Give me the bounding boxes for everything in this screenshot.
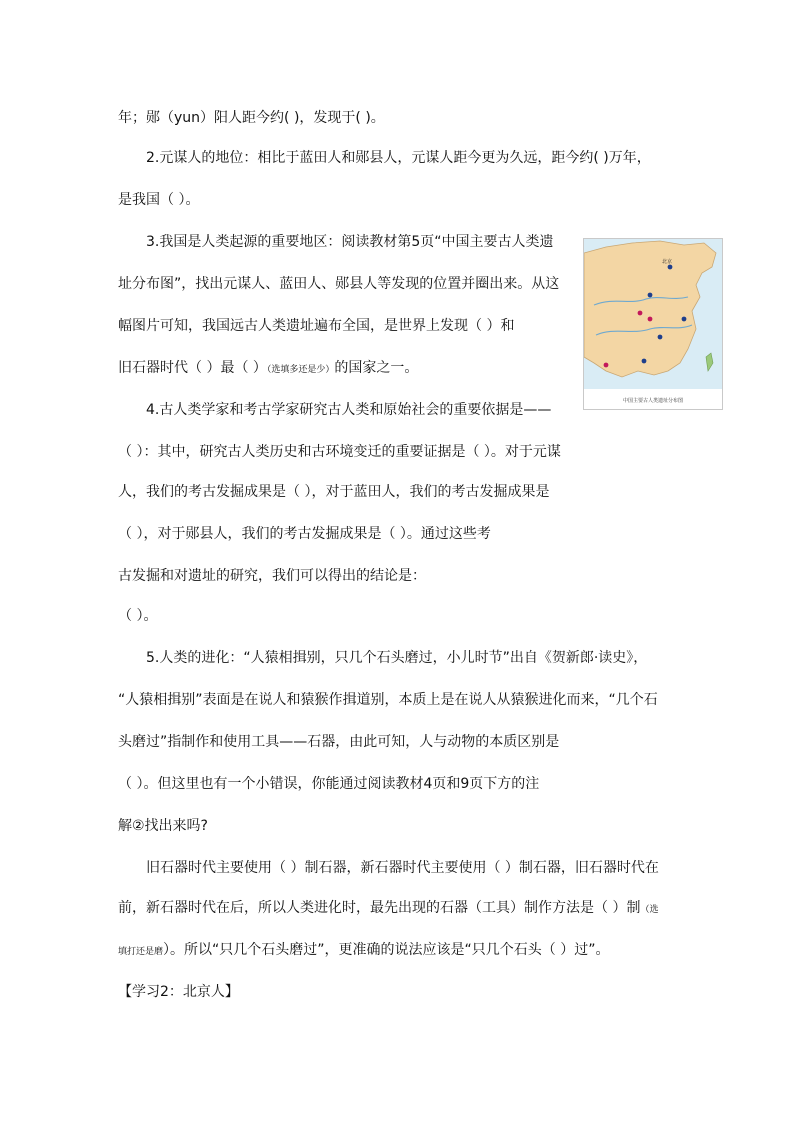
text-segment: 前，新石器时代在后，所以人类进化时，最先出现的石器（工具）制作方法是（ ）制 — [118, 900, 641, 916]
site-marker — [604, 363, 609, 368]
text-line: （ ）。 — [118, 608, 158, 624]
text-line — [118, 940, 609, 962]
text-line — [118, 898, 658, 920]
text-line: 2.元谋人的地位：相比于蓝田人和郧县人，元谋人距今更为久远，距今约( )万年， — [146, 150, 651, 166]
text-line: （ ），对于郧县人，我们的考古发掘成果是（ ）。通过这些考 — [118, 526, 491, 542]
text-line: 人，我们的考古发掘成果是（ ），对于蓝田人，我们的考古发掘成果是 — [118, 484, 550, 500]
text-segment: 的国家之一。 — [334, 360, 419, 376]
map-caption: 中国主要古人类遗址分布图 — [622, 398, 684, 404]
text-line: 4.古人类学家和考古学家研究古人类和原始社会的重要依据是—— — [146, 402, 552, 418]
text-line: 5.人类的进化：“人猿相揖别，只几个石头磨过，小儿时节”出自《贺新郎·读史》， — [146, 650, 648, 666]
text-line: 头磨过”指制作和使用工具——石器，由此可知，人与动物的本质区别是 — [118, 734, 560, 750]
text-line: 3.我国是人类起源的重要地区：阅读教材第5页“中国主要古人类遗 — [146, 234, 554, 250]
site-marker — [648, 293, 653, 298]
text-line — [118, 358, 418, 380]
text-line: 址分布图”，找出元谋人、蓝田人、郧县人等发现的位置并圈出来。从这 — [118, 276, 560, 292]
text-segment: 旧石器时代（ ）最（ ） — [118, 360, 267, 376]
text-line: （ ）。但这里也有一个小错误，你能通过阅读教材4页和9页下方的注 — [118, 776, 540, 792]
text-line: （ ）：其中，研究古人类历史和古环境变迁的重要证据是（ ）。对于元谋 — [118, 444, 561, 460]
ancient-human-sites-map — [583, 238, 723, 410]
fill-hint: （选填多还是少） — [266, 365, 335, 375]
site-marker — [668, 265, 673, 270]
site-marker — [642, 359, 647, 364]
text-line: 古发掘和对遗址的研究，我们可以得出的结论是： — [118, 568, 426, 584]
site-marker — [658, 335, 663, 340]
section-heading: 【学习2：北京人】 — [118, 984, 239, 1000]
site-marker — [648, 317, 653, 322]
fill-hint: （选 — [640, 905, 659, 915]
text-line: 解②找出来吗? — [118, 818, 208, 834]
fill-hint: 填打还是磨 — [118, 947, 164, 957]
text-line: 幅图片可知，我国远古人类遗址遍布全国，是世界上发现（ ）和 — [118, 318, 515, 334]
site-marker — [682, 317, 687, 322]
text-line: 年；郧（yun）阳人距今约( )，发现于( )。 — [118, 110, 385, 126]
text-line: 是我国（ ）。 — [118, 192, 200, 208]
text-segment: ）。所以“只几个石头磨过”，更准确的说法应该是“只几个石头（ ）过”。 — [163, 942, 610, 958]
text-line: “人猿相揖别”表面是在说人和猿猴作揖道别，本质上是在说人从猿猴进化而来，“几个石 — [118, 692, 658, 708]
map-label-beijing: 北京 — [662, 259, 673, 265]
text-line: 旧石器时代主要使用（ ）制石器，新石器时代主要使用（ ）制石器，旧石器时代在 — [146, 860, 659, 876]
site-marker — [638, 311, 643, 316]
